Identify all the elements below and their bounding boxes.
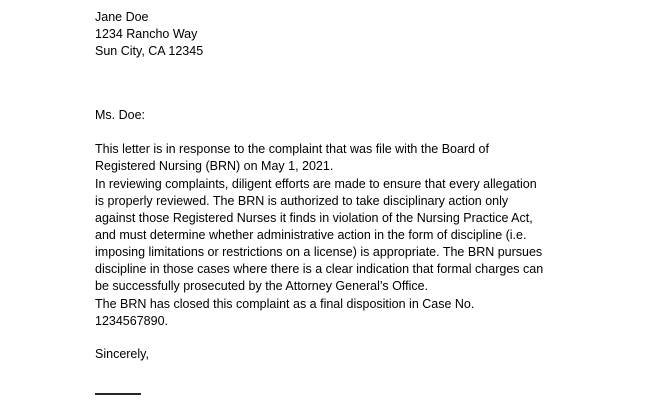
paragraph-review-process	[95, 176, 635, 295]
closing: Sincerely,	[95, 347, 149, 361]
salutation: Ms. Doe:	[95, 108, 146, 122]
sender-name: Jane Doe	[95, 10, 149, 24]
paragraph-line: discipline in those cases where there is a clear indication that formal charges can	[95, 262, 544, 276]
sender-street: 1234 Rancho Way	[95, 27, 198, 41]
paragraph-line: is properly reviewed. The BRN is authorized to take disciplinary action only	[95, 194, 509, 208]
paragraph-line: 1234567890.	[95, 314, 168, 328]
paragraph-line: This letter is in response to the complaint that was file with the Board of	[95, 142, 489, 156]
paragraph-line: be successfully prosecuted by the Attorney General’s Office.	[95, 279, 429, 293]
paragraph-line: and must determine whether administrative action in the form of discipline (i.e.	[95, 228, 527, 242]
paragraph-line: The BRN has closed this complaint as a final disposition in Case No.	[95, 297, 475, 311]
paragraph-line: Registered Nursing (BRN) on May 1, 2021.	[95, 159, 334, 173]
paragraph-line: imposing limitations or restrictions on a license) is appropriate. The BRN pursues	[95, 245, 543, 259]
paragraph-response	[95, 141, 635, 175]
sender-city-state-zip: Sun City, CA 12345	[95, 44, 204, 58]
paragraph-disposition	[95, 296, 635, 330]
paragraph-line: In reviewing complaints, diligent efforts are made to ensure that every allegation	[95, 177, 537, 191]
sender-address	[95, 9, 635, 60]
signature-fragment	[95, 391, 141, 400]
paragraph-line: against those Registered Nurses it finds in violation of the Nursing Practice Act,	[95, 211, 533, 225]
